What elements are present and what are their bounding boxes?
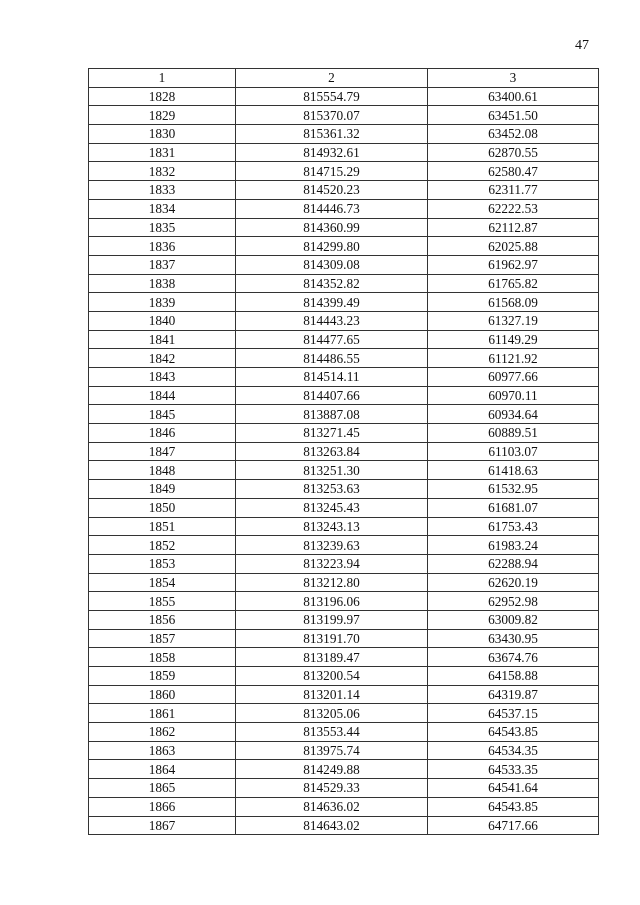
table-cell: 61568.09 bbox=[428, 293, 599, 312]
table-cell: 61121.92 bbox=[428, 349, 599, 368]
table-cell: 1837 bbox=[89, 255, 236, 274]
table-cell: 64543.85 bbox=[428, 797, 599, 816]
table-cell: 1853 bbox=[89, 554, 236, 573]
table-cell: 61983.24 bbox=[428, 536, 599, 555]
table-cell: 1841 bbox=[89, 330, 236, 349]
table-row bbox=[89, 274, 599, 293]
table-cell: 1844 bbox=[89, 386, 236, 405]
table-row bbox=[89, 293, 599, 312]
table-body bbox=[89, 87, 599, 835]
table-cell: 64537.15 bbox=[428, 704, 599, 723]
table-cell: 814360.99 bbox=[236, 218, 428, 237]
table-cell: 815370.07 bbox=[236, 106, 428, 125]
table-row bbox=[89, 573, 599, 592]
table-cell: 1836 bbox=[89, 237, 236, 256]
table-cell: 64319.87 bbox=[428, 685, 599, 704]
table-row bbox=[89, 87, 599, 106]
table-cell: 1832 bbox=[89, 162, 236, 181]
table-cell: 813253.63 bbox=[236, 480, 428, 499]
table-cell: 813201.14 bbox=[236, 685, 428, 704]
table-cell: 1834 bbox=[89, 199, 236, 218]
table-row bbox=[89, 648, 599, 667]
table-row bbox=[89, 255, 599, 274]
table-cell: 64534.35 bbox=[428, 741, 599, 760]
table-cell: 63451.50 bbox=[428, 106, 599, 125]
table-cell: 814249.88 bbox=[236, 760, 428, 779]
table-cell: 814309.08 bbox=[236, 255, 428, 274]
table-cell: 1866 bbox=[89, 797, 236, 816]
table-cell: 813243.13 bbox=[236, 517, 428, 536]
table-row bbox=[89, 610, 599, 629]
table-cell: 813196.06 bbox=[236, 592, 428, 611]
table-cell: 63400.61 bbox=[428, 87, 599, 106]
table-cell: 61418.63 bbox=[428, 461, 599, 480]
table-cell: 1860 bbox=[89, 685, 236, 704]
table-cell: 1862 bbox=[89, 723, 236, 742]
table-cell: 61962.97 bbox=[428, 255, 599, 274]
table-cell: 64543.85 bbox=[428, 723, 599, 742]
table-row bbox=[89, 424, 599, 443]
table-row bbox=[89, 106, 599, 125]
table-cell: 62952.98 bbox=[428, 592, 599, 611]
table-cell: 814715.29 bbox=[236, 162, 428, 181]
table-header-row bbox=[89, 69, 599, 88]
column-header: 2 bbox=[236, 69, 428, 88]
table-cell: 813212.80 bbox=[236, 573, 428, 592]
table-cell: 813191.70 bbox=[236, 629, 428, 648]
column-header: 1 bbox=[89, 69, 236, 88]
table-row bbox=[89, 442, 599, 461]
table-row bbox=[89, 143, 599, 162]
table-cell: 813271.45 bbox=[236, 424, 428, 443]
table-cell: 60977.66 bbox=[428, 368, 599, 387]
table-row bbox=[89, 704, 599, 723]
table-row bbox=[89, 592, 599, 611]
table-cell: 1857 bbox=[89, 629, 236, 648]
table-cell: 1840 bbox=[89, 311, 236, 330]
table-cell: 1865 bbox=[89, 779, 236, 798]
table-cell: 62870.55 bbox=[428, 143, 599, 162]
table-cell: 1851 bbox=[89, 517, 236, 536]
table-cell: 1831 bbox=[89, 143, 236, 162]
table-cell: 64158.88 bbox=[428, 667, 599, 686]
table-cell: 61327.19 bbox=[428, 311, 599, 330]
table-cell: 815361.32 bbox=[236, 125, 428, 144]
table-cell: 814486.55 bbox=[236, 349, 428, 368]
table-cell: 1839 bbox=[89, 293, 236, 312]
table-cell: 1846 bbox=[89, 424, 236, 443]
table-row bbox=[89, 162, 599, 181]
table-row bbox=[89, 368, 599, 387]
table-cell: 814636.02 bbox=[236, 797, 428, 816]
table-cell: 1835 bbox=[89, 218, 236, 237]
table-cell: 1861 bbox=[89, 704, 236, 723]
table-cell: 1850 bbox=[89, 498, 236, 517]
table-cell: 63452.08 bbox=[428, 125, 599, 144]
table-cell: 813251.30 bbox=[236, 461, 428, 480]
table-cell: 64717.66 bbox=[428, 816, 599, 835]
table-cell: 1828 bbox=[89, 87, 236, 106]
table-cell: 1843 bbox=[89, 368, 236, 387]
table-row bbox=[89, 461, 599, 480]
table-cell: 62288.94 bbox=[428, 554, 599, 573]
table-cell: 61103.07 bbox=[428, 442, 599, 461]
table-cell: 62580.47 bbox=[428, 162, 599, 181]
table-cell: 60934.64 bbox=[428, 405, 599, 424]
table-row bbox=[89, 498, 599, 517]
table-row bbox=[89, 816, 599, 835]
table-cell: 62222.53 bbox=[428, 199, 599, 218]
table-cell: 814446.73 bbox=[236, 199, 428, 218]
table-cell: 814520.23 bbox=[236, 181, 428, 200]
table-cell: 61149.29 bbox=[428, 330, 599, 349]
table-row bbox=[89, 405, 599, 424]
table-row bbox=[89, 517, 599, 536]
table-row bbox=[89, 760, 599, 779]
table-cell: 1864 bbox=[89, 760, 236, 779]
table-cell: 1845 bbox=[89, 405, 236, 424]
table-cell: 63430.95 bbox=[428, 629, 599, 648]
table-cell: 814407.66 bbox=[236, 386, 428, 405]
table-row bbox=[89, 797, 599, 816]
table-cell: 1830 bbox=[89, 125, 236, 144]
table-row bbox=[89, 125, 599, 144]
table-cell: 1867 bbox=[89, 816, 236, 835]
table-cell: 1847 bbox=[89, 442, 236, 461]
table-cell: 813975.74 bbox=[236, 741, 428, 760]
table-cell: 60889.51 bbox=[428, 424, 599, 443]
table-row bbox=[89, 741, 599, 760]
table-cell: 813263.84 bbox=[236, 442, 428, 461]
table-cell: 1858 bbox=[89, 648, 236, 667]
table-cell: 813189.47 bbox=[236, 648, 428, 667]
table-cell: 814477.65 bbox=[236, 330, 428, 349]
table-cell: 814352.82 bbox=[236, 274, 428, 293]
table-cell: 814299.80 bbox=[236, 237, 428, 256]
table-cell: 64541.64 bbox=[428, 779, 599, 798]
table-cell: 1829 bbox=[89, 106, 236, 125]
table-row bbox=[89, 629, 599, 648]
table-cell: 1854 bbox=[89, 573, 236, 592]
table-cell: 813223.94 bbox=[236, 554, 428, 573]
table-cell: 815554.79 bbox=[236, 87, 428, 106]
table-row bbox=[89, 554, 599, 573]
table-cell: 813205.06 bbox=[236, 704, 428, 723]
table-cell: 64533.35 bbox=[428, 760, 599, 779]
table-row bbox=[89, 237, 599, 256]
table-cell: 61753.43 bbox=[428, 517, 599, 536]
table-cell: 1842 bbox=[89, 349, 236, 368]
table-cell: 1856 bbox=[89, 610, 236, 629]
table-cell: 61765.82 bbox=[428, 274, 599, 293]
table-cell: 813887.08 bbox=[236, 405, 428, 424]
table-cell: 1838 bbox=[89, 274, 236, 293]
table-row bbox=[89, 218, 599, 237]
table-cell: 61681.07 bbox=[428, 498, 599, 517]
table-cell: 62620.19 bbox=[428, 573, 599, 592]
column-header: 3 bbox=[428, 69, 599, 88]
table-row bbox=[89, 386, 599, 405]
page-number: 47 bbox=[575, 38, 589, 53]
table-cell: 1859 bbox=[89, 667, 236, 686]
coordinates-table bbox=[88, 68, 599, 835]
table-cell: 60970.11 bbox=[428, 386, 599, 405]
table-cell: 63009.82 bbox=[428, 610, 599, 629]
table-cell: 63674.76 bbox=[428, 648, 599, 667]
table-cell: 61532.95 bbox=[428, 480, 599, 499]
table-cell: 814443.23 bbox=[236, 311, 428, 330]
table-cell: 814399.49 bbox=[236, 293, 428, 312]
table-row bbox=[89, 330, 599, 349]
table-row bbox=[89, 349, 599, 368]
table-row bbox=[89, 181, 599, 200]
table-cell: 1849 bbox=[89, 480, 236, 499]
table-cell: 814529.33 bbox=[236, 779, 428, 798]
table-cell: 1863 bbox=[89, 741, 236, 760]
table-cell: 1855 bbox=[89, 592, 236, 611]
table-cell: 1852 bbox=[89, 536, 236, 555]
table-row bbox=[89, 723, 599, 742]
table-cell: 813553.44 bbox=[236, 723, 428, 742]
table-cell: 813199.97 bbox=[236, 610, 428, 629]
table-cell: 62112.87 bbox=[428, 218, 599, 237]
table-cell: 813245.43 bbox=[236, 498, 428, 517]
table-row bbox=[89, 779, 599, 798]
table-cell: 62311.77 bbox=[428, 181, 599, 200]
table-cell: 814643.02 bbox=[236, 816, 428, 835]
table-cell: 813200.54 bbox=[236, 667, 428, 686]
table-row bbox=[89, 311, 599, 330]
table-row bbox=[89, 199, 599, 218]
table-row bbox=[89, 480, 599, 499]
table-cell: 1833 bbox=[89, 181, 236, 200]
table-cell: 62025.88 bbox=[428, 237, 599, 256]
table-cell: 814932.61 bbox=[236, 143, 428, 162]
table-row bbox=[89, 667, 599, 686]
table-cell: 813239.63 bbox=[236, 536, 428, 555]
table-cell: 814514.11 bbox=[236, 368, 428, 387]
table-row bbox=[89, 536, 599, 555]
table-cell: 1848 bbox=[89, 461, 236, 480]
table-row bbox=[89, 685, 599, 704]
